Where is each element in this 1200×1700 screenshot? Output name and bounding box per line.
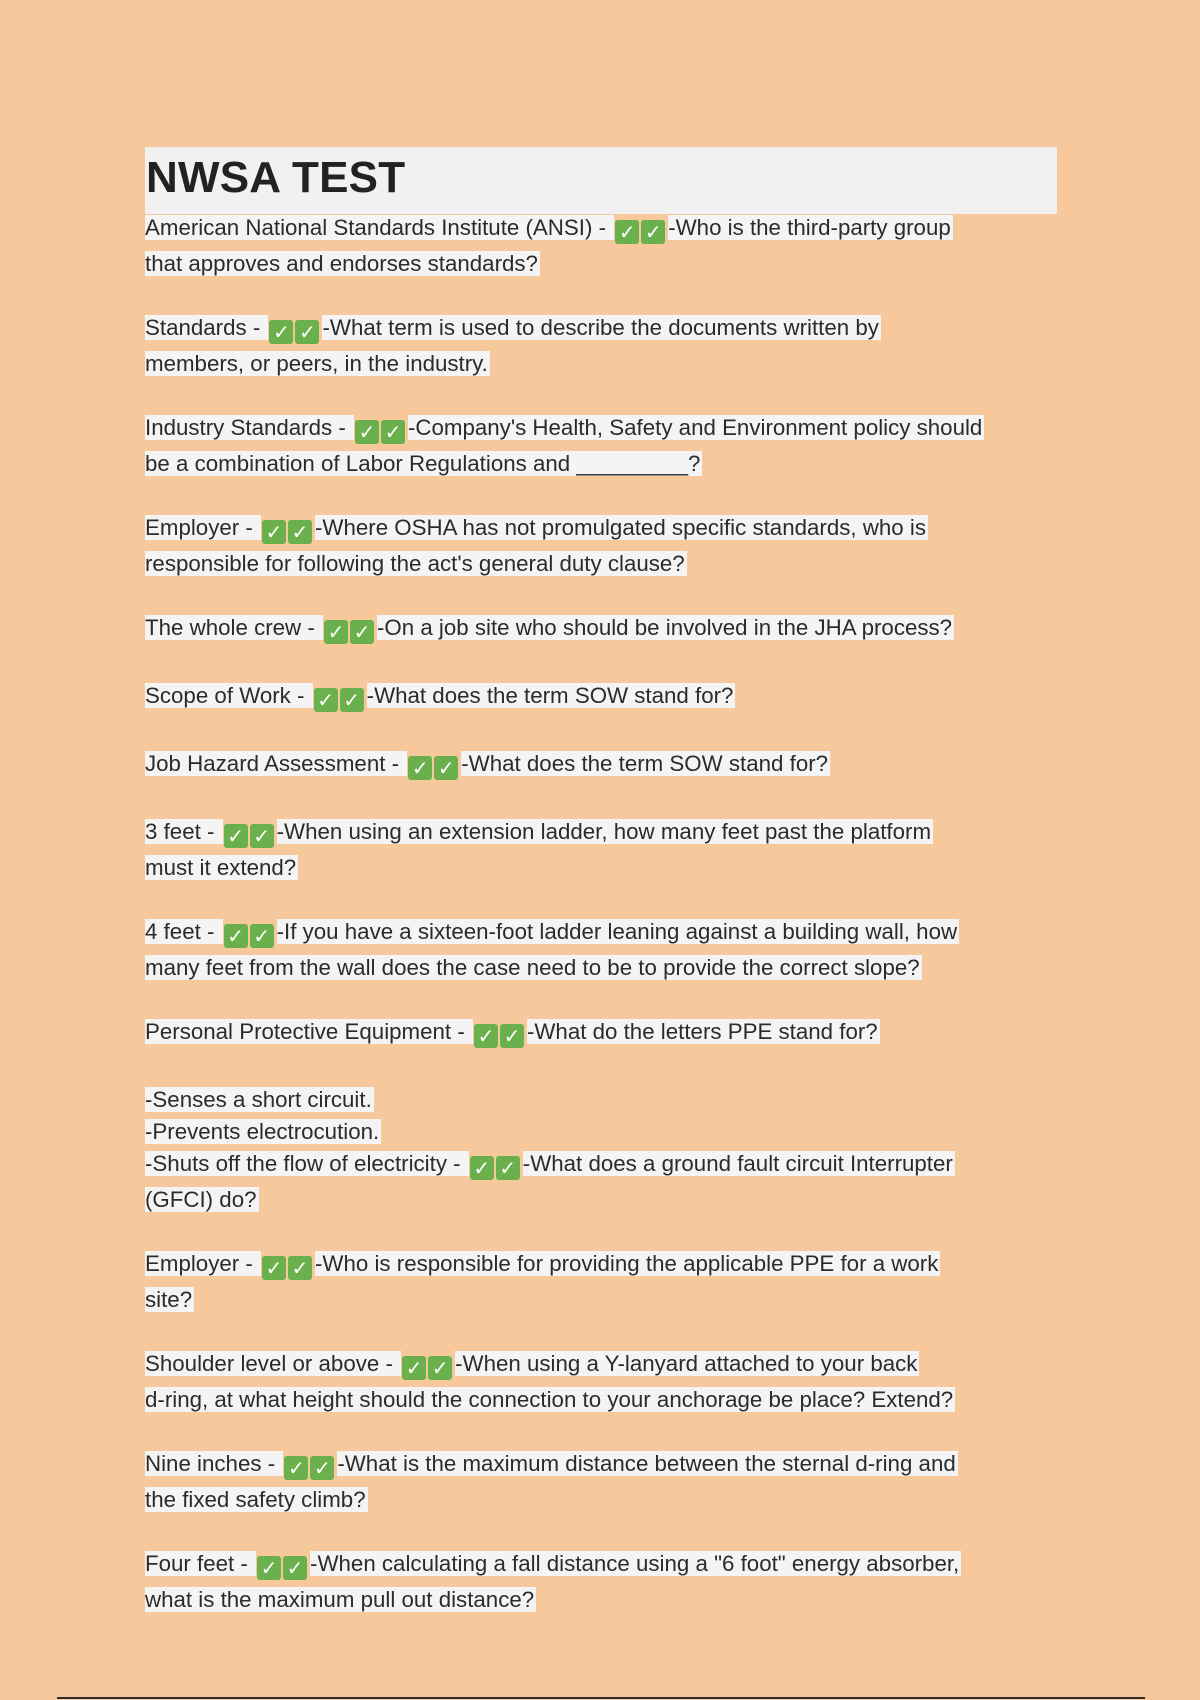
- check-icon: ✓: [262, 520, 286, 544]
- check-icons: [284, 1452, 336, 1484]
- check-icon: ✓: [641, 220, 665, 244]
- entry-line: [145, 212, 1057, 248]
- qa-entry: [145, 680, 1057, 716]
- entry-line: [145, 748, 1057, 784]
- question-text: -Where OSHA has not promulgated specific standards, who is: [315, 515, 926, 540]
- question-text: -When using an extension ladder, how many feet past the platform: [276, 819, 932, 844]
- entry-line: [145, 512, 1057, 548]
- entry-line: [145, 1484, 1057, 1516]
- check-icons: [257, 1552, 309, 1584]
- answer-text: The whole crew -: [145, 615, 321, 640]
- answer-text: Four feet -: [145, 1551, 255, 1576]
- entry-line: [145, 952, 1057, 984]
- check-icon: ✓: [314, 688, 338, 712]
- qa-entry: [145, 612, 1057, 648]
- check-icon: ✓: [428, 1356, 452, 1380]
- entry-line: [145, 1248, 1057, 1284]
- check-icon: ✓: [402, 1356, 426, 1380]
- entry-line: [145, 916, 1057, 952]
- qa-entry: [145, 1016, 1057, 1052]
- question-text: the fixed safety climb?: [145, 1487, 366, 1512]
- check-icon: ✓: [500, 1024, 524, 1048]
- qa-entry: [145, 748, 1057, 784]
- answer-text: Industry Standards -: [145, 415, 352, 440]
- document-title: NWSA TEST: [146, 153, 406, 202]
- question-text: -On a job site who should be involved in the JHA process?: [376, 615, 953, 640]
- check-icon: ✓: [310, 1456, 334, 1480]
- entry-line: [145, 348, 1057, 380]
- question-text: must it extend?: [145, 855, 297, 880]
- check-icon: ✓: [250, 924, 274, 948]
- check-icons: [408, 752, 460, 784]
- qa-entry: [145, 1548, 1057, 1616]
- answer-text: -Prevents electrocution.: [145, 1119, 380, 1144]
- check-icons: [262, 1252, 314, 1284]
- entry-line: [145, 1184, 1057, 1216]
- check-icon: ✓: [615, 220, 639, 244]
- entry-line: [145, 1284, 1057, 1316]
- answer-text: Employer -: [145, 515, 259, 540]
- qa-entry: [145, 816, 1057, 884]
- entry-line: [145, 1548, 1057, 1584]
- answer-text: 3 feet -: [145, 819, 221, 844]
- question-text: -What does a ground fault circuit Interrupter: [522, 1151, 953, 1176]
- check-icons: [470, 1152, 522, 1184]
- check-icons: [402, 1352, 454, 1384]
- check-icon: ✓: [408, 756, 432, 780]
- check-icons: [474, 1020, 526, 1052]
- qa-entry: [145, 512, 1057, 580]
- check-icon: ✓: [474, 1024, 498, 1048]
- answer-text: Standards -: [145, 315, 267, 340]
- question-text: -If you have a sixteen-foot ladder leaning against a building wall, how: [276, 919, 958, 944]
- question-text: responsible for following the act's general duty clause?: [145, 551, 685, 576]
- qa-entry: [145, 1348, 1057, 1416]
- check-icon: ✓: [381, 420, 405, 444]
- answer-text: 4 feet -: [145, 919, 221, 944]
- entry-line: [145, 852, 1057, 884]
- question-text: d-ring, at what height should the connection to your anchorage be place? Extend?: [145, 1387, 954, 1412]
- question-text: -When using a Y-lanyard attached to your back: [455, 1351, 918, 1376]
- answer-text: -Senses a short circuit.: [145, 1087, 372, 1112]
- entry-line: [145, 816, 1057, 852]
- check-icons: [262, 516, 314, 548]
- question-text: -Who is responsible for providing the applicable PPE for a work: [315, 1251, 939, 1276]
- entry-line: [145, 680, 1057, 716]
- check-icon: ✓: [257, 1556, 281, 1580]
- entry-line: [145, 1384, 1057, 1416]
- check-icon: ✓: [496, 1156, 520, 1180]
- entry-line: [145, 1084, 1057, 1116]
- check-icon: ✓: [269, 320, 293, 344]
- entry-line: [145, 1348, 1057, 1384]
- question-text: site?: [145, 1287, 193, 1312]
- entry-line: [145, 412, 1057, 448]
- entry-line: [145, 1116, 1057, 1148]
- check-icons: [355, 416, 407, 448]
- qa-entry: [145, 916, 1057, 984]
- question-text: -When calculating a fall distance using a "6 foot" energy absorber,: [310, 1551, 960, 1576]
- question-text: (GFCI) do?: [145, 1187, 257, 1212]
- check-icon: ✓: [324, 620, 348, 644]
- entry-line: [145, 612, 1057, 648]
- title-bar: [145, 147, 1057, 214]
- entry-line: [145, 248, 1057, 280]
- entry-line: [145, 1448, 1057, 1484]
- qa-entry: [145, 1248, 1057, 1316]
- document-page: [145, 147, 1057, 1648]
- answer-text: Shoulder level or above -: [145, 1351, 400, 1376]
- check-icon: ✓: [250, 824, 274, 848]
- check-icons: [269, 316, 321, 348]
- question-text: be a combination of Labor Regulations and _________?: [145, 451, 701, 476]
- question-text: members, or peers, in the industry.: [145, 351, 488, 376]
- question-text: -What does the term SOW stand for?: [366, 683, 734, 708]
- check-icons: [615, 216, 667, 248]
- answer-text: Nine inches -: [145, 1451, 282, 1476]
- qa-entry: [145, 312, 1057, 380]
- check-icons: [224, 920, 276, 952]
- answer-text: -Shuts off the flow of electricity -: [145, 1151, 467, 1176]
- check-icon: ✓: [224, 924, 248, 948]
- check-icon: ✓: [434, 756, 458, 780]
- question-text: that approves and endorses standards?: [145, 251, 538, 276]
- footer-divider: [57, 1697, 1145, 1699]
- check-icon: ✓: [284, 1456, 308, 1480]
- check-icon: ✓: [288, 1256, 312, 1280]
- check-icons: [314, 684, 366, 716]
- check-icon: ✓: [295, 320, 319, 344]
- qa-entry: [145, 412, 1057, 480]
- check-icon: ✓: [288, 520, 312, 544]
- check-icon: ✓: [355, 420, 379, 444]
- answer-text: American National Standards Institute (ANSI) -: [145, 215, 613, 240]
- check-icon: ✓: [283, 1556, 307, 1580]
- question-text: -Who is the third-party group: [668, 215, 951, 240]
- entry-line: [145, 312, 1057, 348]
- question-text: -What is the maximum distance between the sternal d-ring and: [337, 1451, 956, 1476]
- check-icons: [224, 820, 276, 852]
- question-text: -What term is used to describe the documents written by: [322, 315, 879, 340]
- question-text: -Company's Health, Safety and Environment policy should: [407, 415, 983, 440]
- check-icon: ✓: [350, 620, 374, 644]
- qa-entry: [145, 1084, 1057, 1216]
- check-icon: ✓: [340, 688, 364, 712]
- question-text: -What does the term SOW stand for?: [461, 751, 829, 776]
- entry-line: [145, 1584, 1057, 1616]
- qa-list: [145, 212, 1057, 1616]
- qa-entry: [145, 1448, 1057, 1516]
- answer-text: Personal Protective Equipment -: [145, 1019, 471, 1044]
- question-text: many feet from the wall does the case need to be to provide the correct slope?: [145, 955, 920, 980]
- question-text: -What do the letters PPE stand for?: [526, 1019, 878, 1044]
- answer-text: Scope of Work -: [145, 683, 311, 708]
- check-icon: ✓: [470, 1156, 494, 1180]
- entry-line: [145, 548, 1057, 580]
- entry-line: [145, 448, 1057, 480]
- qa-entry: [145, 212, 1057, 280]
- entry-line: [145, 1148, 1057, 1184]
- check-icons: [324, 616, 376, 648]
- answer-text: Employer -: [145, 1251, 259, 1276]
- entry-line: [145, 1016, 1057, 1052]
- question-text: what is the maximum pull out distance?: [145, 1587, 535, 1612]
- check-icon: ✓: [224, 824, 248, 848]
- answer-text: Job Hazard Assessment -: [145, 751, 406, 776]
- check-icon: ✓: [262, 1256, 286, 1280]
